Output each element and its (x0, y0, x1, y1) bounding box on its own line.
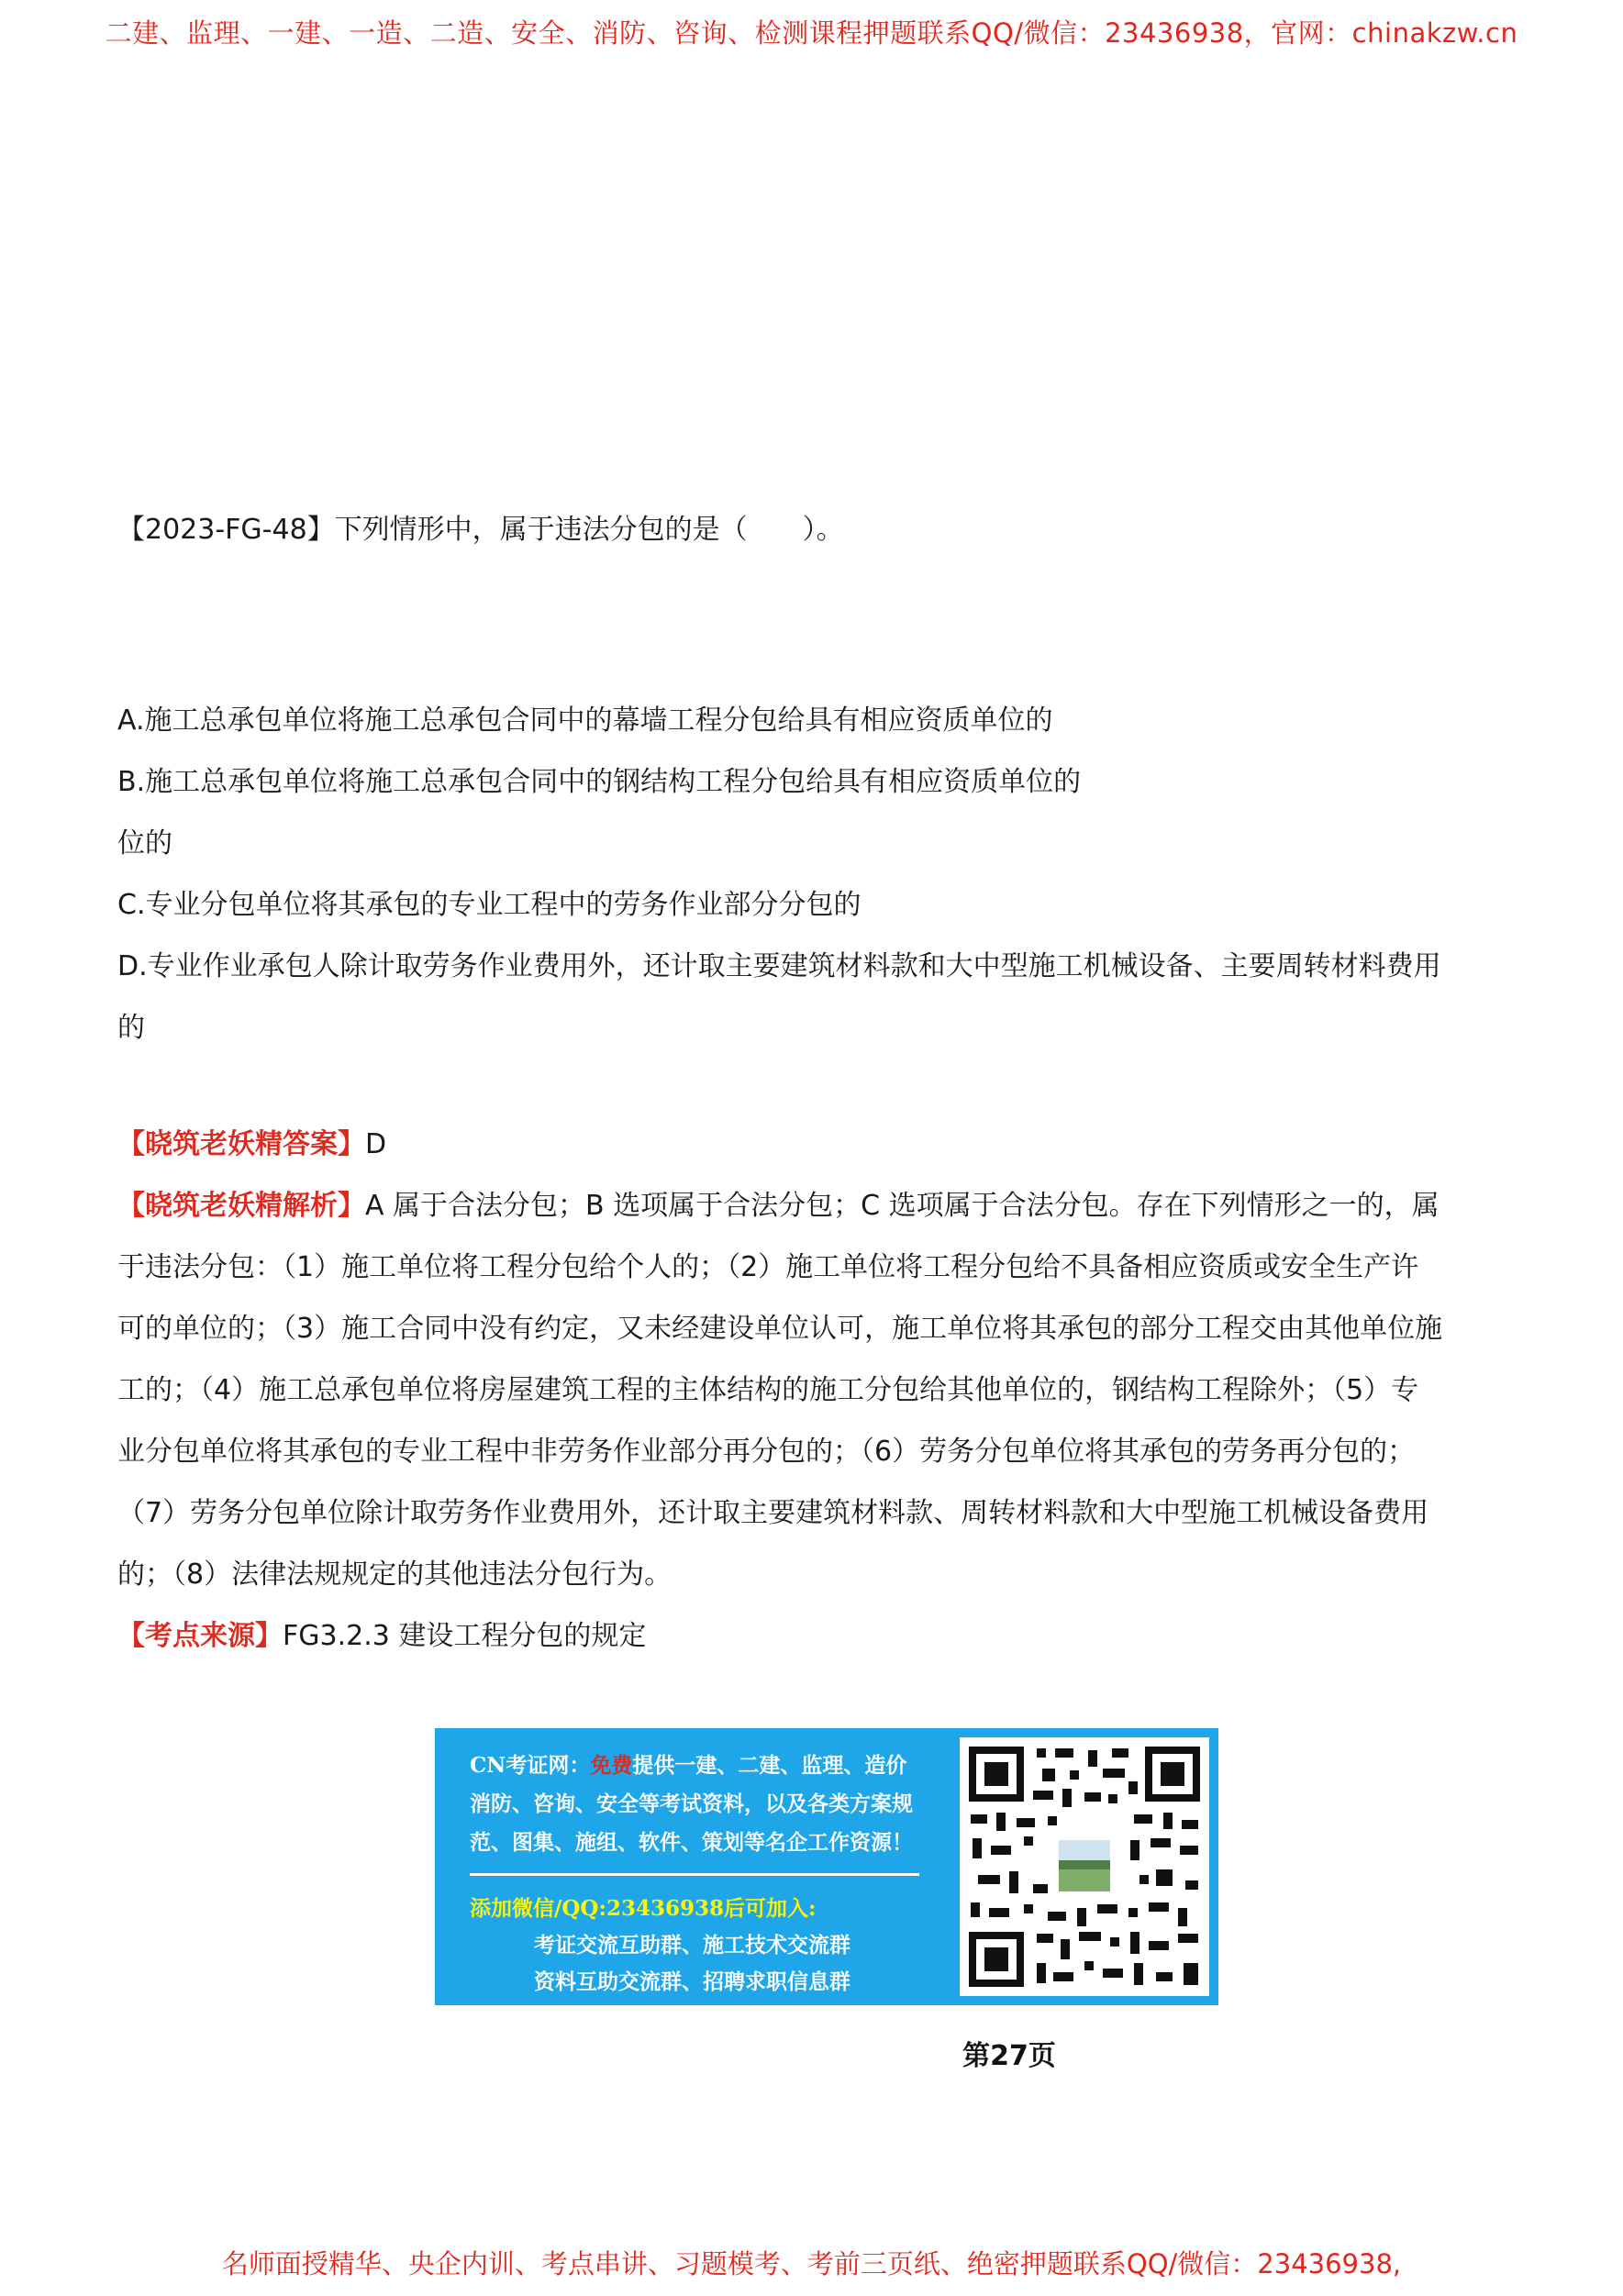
source-line (117, 1605, 1530, 1667)
footer-banner: 名师面授精华、央企内训、考点串讲、习题模考、考前三页纸、绝密押题联系QQ/微信：23436938, (221, 2248, 1402, 2279)
answer-analysis-block (117, 1114, 1530, 1667)
option-c: C.专业分包单位将其承包的专业工程中的劳务作业部分分包的 (117, 889, 862, 921)
analysis-label: 【晓筑老妖精解析】 (117, 1190, 365, 1222)
option-a: A.施工总承包单位将施工总承包合同中的幕墙工程分包给具有相应资质单位的 (117, 704, 1053, 737)
analysis-line: 可的单位的；（3）施工合同中没有约定，又未经建设单位认可，施工单位将其承包的部分工程交由其他单位施 (117, 1313, 1443, 1345)
analysis-text: A 属于合法分包；B 选项属于合法分包；C 选项属于合法分包。存在下列情形之一的，属 (365, 1190, 1440, 1222)
source-label: 【考点来源】 (117, 1620, 283, 1652)
promo-line1-rest: 提供一建、二建、监理、造价 (632, 1753, 907, 1778)
analysis-line (117, 1175, 1530, 1237)
promo-group-1: 考证交流互助群、施工技术交流群 (534, 1933, 850, 1958)
question-text: 【2023-FG-48】下列情形中，属于违法分包的是（ ）。 (117, 514, 844, 546)
page-number: 第27页 (962, 2040, 1056, 2072)
promo-group-2: 资料互助交流群、招聘求职信息群 (534, 1969, 850, 1994)
analysis-line: 的；（8）法律法规规定的其他违法分包行为。 (117, 1558, 673, 1591)
promo-text (470, 1747, 928, 1862)
answer-label: 【晓筑老妖精答案】 (117, 1128, 365, 1160)
promo-banner[interactable] (435, 1728, 1218, 2005)
promo-divider (470, 1873, 919, 1876)
option-d: D.专业作业承包人除计取劳务作业费用外，还计取主要建筑材料款和大中型施工机械设备、主要周转材料费用 (117, 950, 1441, 982)
answer-value: D (365, 1128, 387, 1160)
option-b: B.施工总承包单位将施工总承包合同中的钢结构工程分包给具有相应资质单位的 (117, 766, 1082, 798)
option-b-continuation: 位的 (117, 827, 172, 860)
analysis-line: 于违法分包：（1）施工单位将工程分包给个人的；（2）施工单位将工程分包给不具备相应资质或安全生产许 (117, 1251, 1419, 1283)
analysis-line: 工的；（4）施工总承包单位将房屋建筑工程的主体结构的施工分包给其他单位的，钢结构工程除外；（5）专 (117, 1374, 1419, 1406)
qr-code-icon[interactable] (960, 1737, 1209, 1996)
analysis-line: 业分包单位将其承包的专业工程中非劳务作业部分再分包的；（6）劳务分包单位将其承包的劳务再分包的； (117, 1436, 1416, 1468)
source-value: FG3.2.3 建设工程分包的规定 (283, 1620, 647, 1652)
promo-line3: 范、图集、施组、软件、策划等名企工作资源！ (470, 1830, 913, 1855)
promo-line2: 消防、咨询、安全等考试资料，以及各类方案规 (470, 1791, 913, 1816)
analysis-line: （7）劳务分包单位除计取劳务作业费用外，还计取主要建筑材料款、周转材料款和大中型施工机械设备费用 (117, 1497, 1429, 1529)
answer-line (117, 1114, 1530, 1175)
promo-site-name: CN考证网： (470, 1753, 591, 1778)
option-d-continuation: 的 (117, 1012, 145, 1044)
header-banner: 二建、监理、一建、一造、二造、安全、消防、咨询、检测课程押题联系QQ/微信：23436938，官网：chinakzw.cn (105, 17, 1518, 49)
promo-free-highlight: 免费 (590, 1753, 633, 1778)
promo-contact: 添加微信/QQ:23436938后可加入: (470, 1896, 817, 1921)
options-list (117, 690, 1530, 1059)
